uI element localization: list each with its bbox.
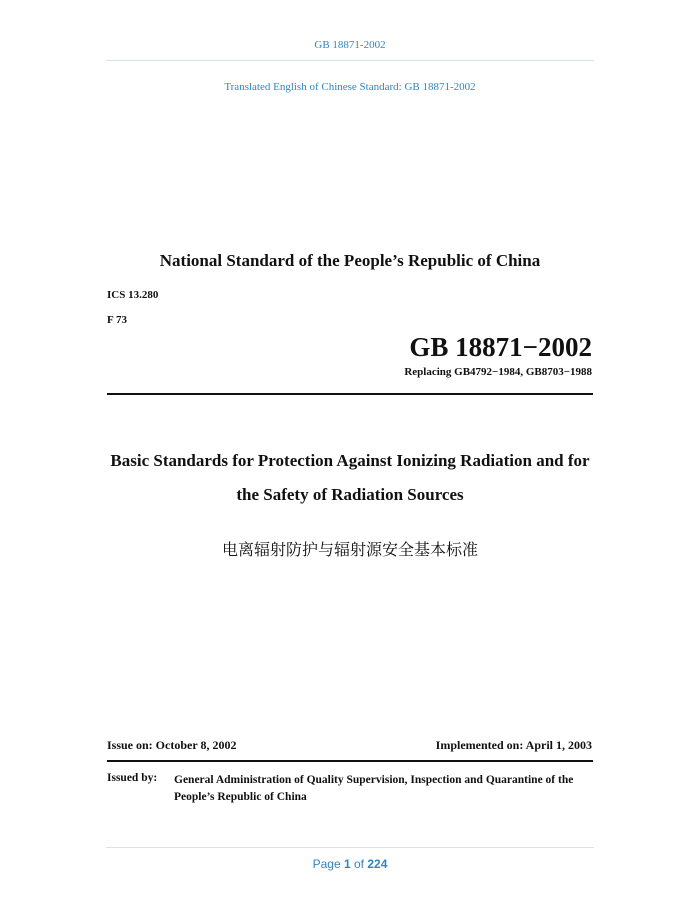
issued-by-label: Issued by: [107,772,158,784]
ccs-code: F 73 [107,314,128,326]
header-divider [106,60,594,61]
english-title-line-2: the Safety of Radiation Sources [236,485,464,504]
issued-by-text: General Administration of Quality Supervision, Inspection and Quarantine of the People’s Republic of China [174,774,574,803]
chinese-title: 电离辐射防护与辐射源安全基本标准 [221,540,478,559]
page-word: Page [312,857,341,871]
ics-code: ICS 13.280 [107,289,159,301]
issue-date: Issue on: October 8, 2002 [107,738,237,752]
page-total: 224 [367,857,388,871]
page-indicator [0,857,700,871]
of-word: of [354,857,365,871]
english-title-line-1: Basic Standards for Protection Against Ionizing Radiation and for [110,451,590,470]
dates-divider [107,760,593,762]
implemented-date: Implemented on: April 1, 2003 [435,738,592,752]
national-standard-title: National Standard of the People’s Republic of China [159,251,541,270]
translation-note: Translated English of Chinese Standard: GB 18871-2002 [224,81,476,93]
title-divider [107,393,593,395]
running-header: GB 18871-2002 [314,39,386,51]
footer-divider [106,847,594,848]
page-current: 1 [343,857,351,871]
replacing-note: Replacing GB4792−1984, GB8703−1988 [404,366,592,378]
standard-number: GB 18871−2002 [409,332,592,362]
